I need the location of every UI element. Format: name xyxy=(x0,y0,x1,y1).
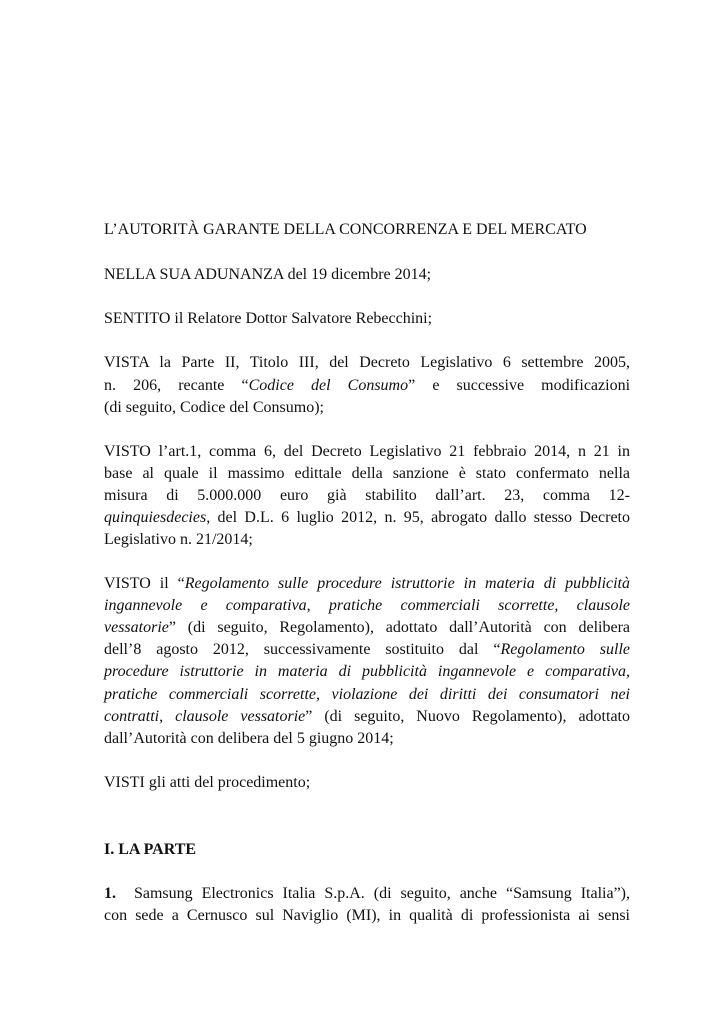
visto2-line-8: dall’Autorità con delibera del 5 giugno 2014; xyxy=(104,730,394,747)
visto1-line-3: misura di 5.000.000 euro già stabilito dall’art. 23, comma 12- xyxy=(104,487,630,504)
vista-line-1: VISTA la Parte II, Titolo III, del Decreto Legislativo 6 settembre 2005, xyxy=(104,354,630,371)
visto1-line-2: base al quale il massimo edittale della sanzione è stato confermato nella xyxy=(104,465,630,482)
visto2-line-4: dell’8 agosto 2012, successivamente sostituito dal “Regolamento sulle xyxy=(104,641,631,658)
vista-line-2: n. 206, recante “Codice del Consumo” e successive modificazioni xyxy=(104,377,631,394)
visto1-line-5: Legislativo n. 21/2014; xyxy=(104,531,253,548)
sentito-line: SENTITO il Relatore Dottor Salvatore Rebecchini; xyxy=(104,310,433,327)
visto2-line-6: pratiche commerciali scorrette, violazione dei diritti dei consumatori nei xyxy=(104,686,630,703)
vista-line-3: (di seguito, Codice del Consumo); xyxy=(104,399,324,416)
authority-heading: L’AUTORITÀ GARANTE DELLA CONCORRENZA E DEL MERCATO xyxy=(104,221,587,238)
section-title: I. LA PARTE xyxy=(104,841,197,858)
visto1-line-4: quinquiesdecies, del D.L. 6 luglio 2012, n. 95, abrogato dallo stesso Decreto xyxy=(104,509,630,526)
para1-number: 1. xyxy=(104,885,116,902)
visto2-line-5: procedure istruttorie in materia di pubblicità ingannevole e comparativa, xyxy=(104,663,630,680)
visto2-line-7: contratti, clausole vessatorie” (di seguito, Nuovo Regolamento), adottato xyxy=(104,708,630,725)
visto2-line-1: VISTO il “Regolamento sulle procedure istruttorie in materia di pubblicità xyxy=(104,575,631,592)
para1-line-1: 1. Samsung Electronics Italia S.p.A. (di seguito, anche “Samsung Italia”), xyxy=(104,885,631,902)
para1-line-2: con sede a Cernusco sul Naviglio (MI), in qualità di professionista ai sensi xyxy=(104,907,630,924)
visto1-line-1: VISTO l’art.1, comma 6, del Decreto Legislativo 21 febbraio 2014, n 21 in xyxy=(104,443,630,460)
codice-consumo-title: Codice del Consumo xyxy=(248,377,409,394)
visto2-line-2: ingannevole e comparativa, pratiche commerciali scorrette, clausole xyxy=(104,597,630,614)
adunanza-line: NELLA SUA ADUNANZA del 19 dicembre 2014; xyxy=(104,266,432,283)
visto2-line-3: vessatorie” (di seguito, Regolamento), adottato dall’Autorità con delibera xyxy=(104,619,630,636)
visti-line: VISTI gli atti del procedimento; xyxy=(104,774,311,791)
